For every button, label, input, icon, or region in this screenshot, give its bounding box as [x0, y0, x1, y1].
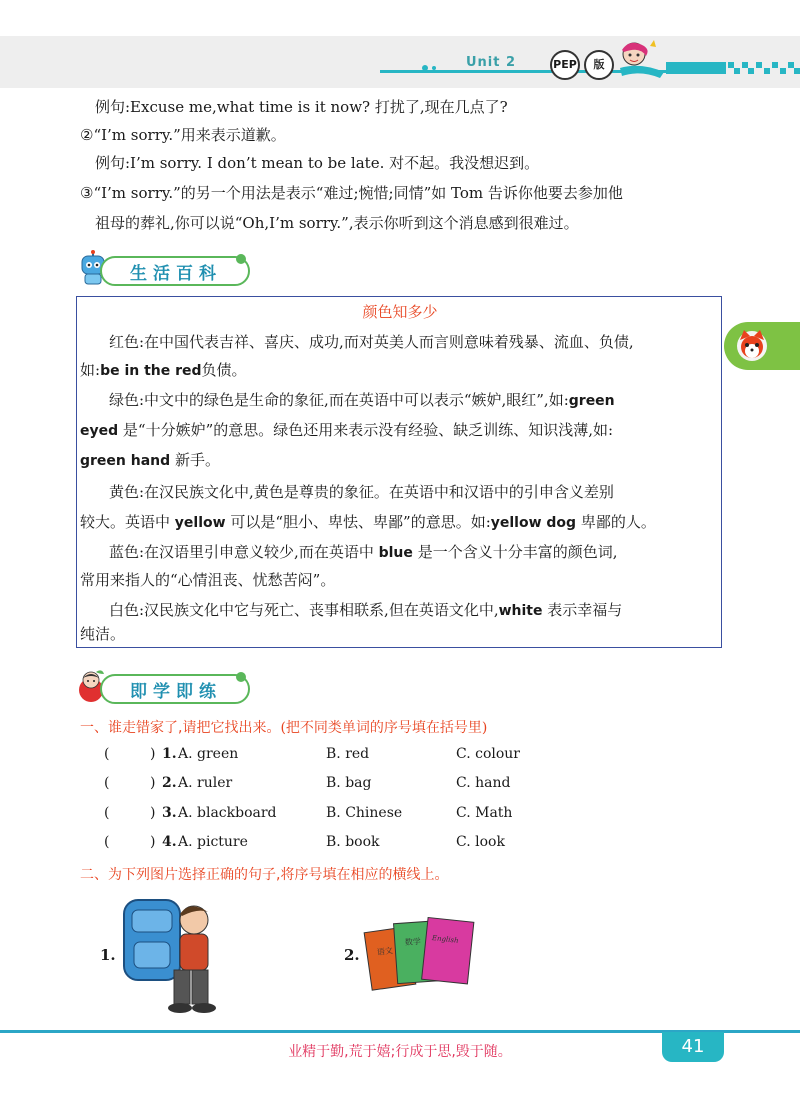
fox-mascot-icon	[734, 328, 770, 364]
option-a: A. green	[178, 746, 239, 762]
yellow-line-1: 黄色:在汉民族文化中,黄色是尊贵的象征。在英语中和汉语中的引申含义差别	[109, 483, 614, 501]
textbooks-image	[360, 908, 478, 1000]
question-number: 2.	[162, 775, 177, 791]
picture-1-number: 1.	[100, 946, 116, 964]
yellow-text-c: 可以是“胆小、卑怯、卑鄙”的意思。如:	[230, 513, 491, 531]
white-text-c: 表示幸福与	[547, 601, 623, 619]
section-title-text: 即学即练	[130, 682, 222, 702]
yellow-text-e: 卑鄙的人。	[580, 513, 656, 531]
answer-paren-open[interactable]: (	[104, 775, 110, 791]
red-line-2	[80, 359, 247, 382]
question-number: 1.	[162, 746, 177, 762]
pep-badge: PEP	[550, 50, 580, 80]
option-b: B. red	[326, 746, 370, 762]
answer-paren-close: )	[150, 834, 156, 850]
answer-paren-close: )	[150, 775, 156, 791]
green-text-c: 新手。	[174, 451, 220, 469]
white-word: white	[498, 603, 543, 619]
footer-motto: 业精于勤,荒于嬉;行成于思,毁于随。	[288, 1044, 512, 1060]
checker-pattern-decoration	[666, 58, 800, 80]
answer-paren-open[interactable]: (	[104, 834, 110, 850]
leaf-icon	[234, 252, 248, 266]
blue-text-c: 是一个含义十分丰富的颜色词,	[417, 543, 618, 561]
option-c: C. Math	[456, 805, 513, 821]
green-word: green	[568, 393, 615, 409]
green-hand-phrase: green hand	[80, 453, 171, 469]
blue-text-a: 蓝色:在汉语里引申意义较少,而在英语中	[109, 543, 374, 561]
white-line-1	[109, 599, 622, 622]
option-b: B. book	[326, 834, 380, 850]
blue-line-1	[109, 541, 617, 564]
option-b: B. Chinese	[326, 805, 403, 821]
exercise1-title: 一、谁走错家了,请把它找出来。	[80, 720, 281, 736]
green-text-b: 是“十分嫉妒”的意思。绿色还用来表示没有经验、缺乏训练、知识浅薄,如:	[122, 421, 614, 439]
example-sentence-2: 例句:I’m sorry. I don’t mean to be late. 对不起。我没想迟到。	[95, 154, 540, 172]
yellow-dog-phrase: yellow dog	[490, 515, 577, 531]
red-phrase: be in the red	[100, 363, 202, 379]
page-number: 41	[662, 1032, 724, 1062]
option-c: C. look	[456, 834, 505, 850]
green-line-3	[80, 449, 220, 472]
option-c: C. hand	[456, 775, 511, 791]
section-title-text: 生活百科	[130, 264, 222, 284]
white-text-a: 白色:汉民族文化中它与死亡、丧事相联系,但在英语文化中,	[109, 601, 499, 619]
option-c: C. colour	[456, 746, 520, 762]
question-number: 3.	[162, 805, 177, 821]
blue-line-2: 常用来指人的“心情沮丧、忧愁苦闷”。	[80, 571, 336, 589]
usage-note-3: ③“I’m sorry.”的另一个用法是表示“难过;惋惜;同情”如 Tom 告诉你他要去参加他	[80, 184, 623, 202]
yellow-word: yellow	[174, 515, 226, 531]
yellow-line-2	[80, 511, 656, 534]
green-eyed-word: eyed	[80, 423, 119, 439]
green-line-2	[80, 419, 613, 442]
picture-2-number: 2.	[344, 946, 360, 964]
book-label-chinese: 语文	[376, 945, 394, 958]
boy-with-heavy-backpack-image	[118, 892, 226, 1018]
exercise1-instruction: (把不同类单词的序号填在括号里)	[280, 720, 488, 736]
usage-note-2: ②“I’m sorry.”用来表示道歉。	[80, 126, 286, 144]
mascot-girl-icon	[610, 38, 668, 80]
red-text-a: 如:	[80, 361, 101, 379]
option-a: A. picture	[178, 834, 248, 850]
option-a: A. blackboard	[178, 805, 277, 821]
unit-label: Unit 2	[466, 55, 517, 70]
book-label-english: English	[431, 934, 459, 945]
question-number: 4.	[162, 834, 177, 850]
side-tab	[724, 322, 800, 370]
answer-paren-close: )	[150, 805, 156, 821]
answer-paren-close: )	[150, 746, 156, 762]
green-text-a: 绿色:中文中的绿色是生命的象征,而在英语中可以表示“嫉妒,眼红”,如:	[109, 391, 569, 409]
green-line-1	[109, 389, 615, 412]
section-title-practice	[74, 668, 254, 706]
usage-note-3-cont: 祖母的葬礼,你可以说“Oh,I’m sorry.”,表示你听到这个消息感到很难过。	[95, 214, 579, 232]
yellow-text-a: 较大。英语中	[80, 513, 171, 531]
white-line-2: 纯洁。	[80, 625, 126, 643]
option-a: A. ruler	[178, 775, 233, 791]
leaf-icon	[234, 670, 248, 684]
exercise1-heading	[80, 717, 487, 737]
red-line-1: 红色:在中国代表吉祥、喜庆、成功,而对英美人而言则意味着残暴、流血、负债,	[109, 333, 634, 351]
box-title: 颜色知多少	[362, 303, 438, 321]
section-title-life-encyclopedia	[74, 250, 254, 288]
edition-badge: 版	[584, 50, 614, 80]
option-b: B. bag	[326, 775, 372, 791]
red-text-c: 负债。	[201, 361, 247, 379]
example-sentence-1: 例句:Excuse me,what time is it now? 打扰了,现在几点了?	[95, 98, 508, 116]
book-label-math: 数学	[404, 936, 422, 948]
answer-paren-open[interactable]: (	[104, 805, 110, 821]
colors-info-box	[76, 296, 722, 648]
blue-word: blue	[378, 545, 413, 561]
answer-paren-open[interactable]: (	[104, 746, 110, 762]
exercise2-heading: 二、为下列图片选择正确的句子,将序号填在相应的横线上。	[80, 867, 449, 883]
